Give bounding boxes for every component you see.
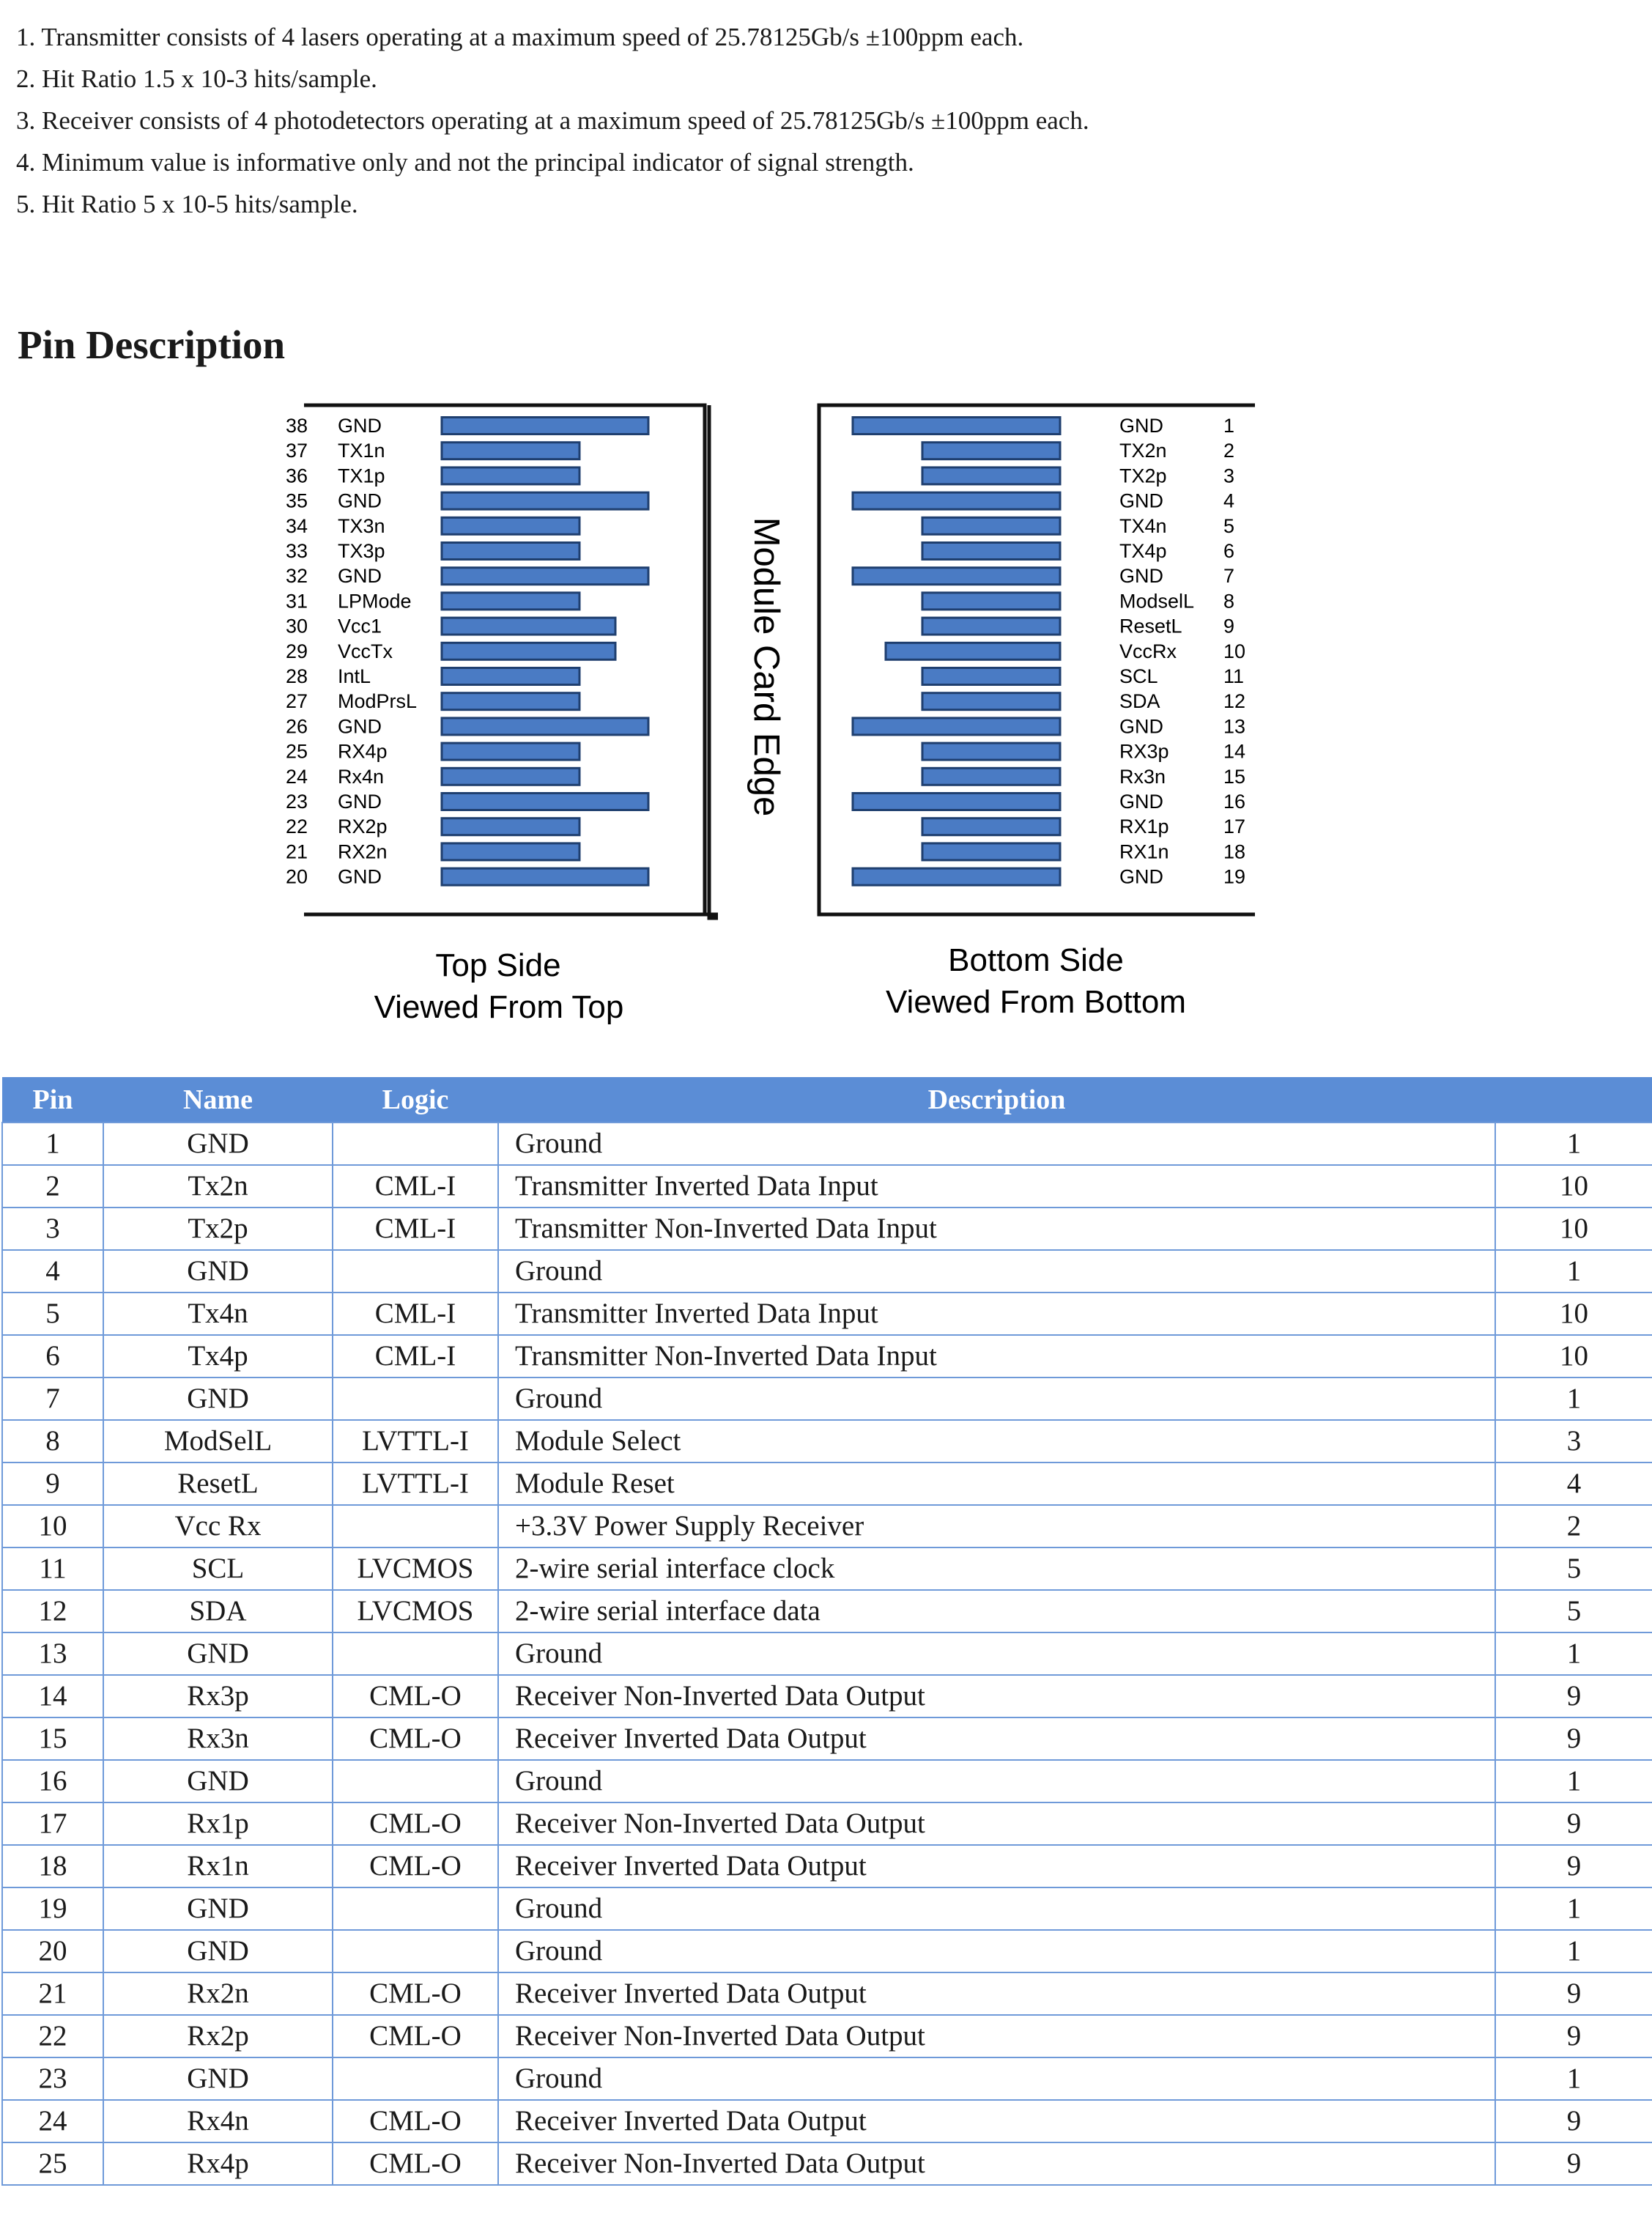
- contact-pad: [442, 843, 579, 860]
- note-cell: 10: [1495, 1208, 1652, 1250]
- pin-cell: 8: [2, 1420, 103, 1463]
- footnotes-list: [16, 16, 1089, 225]
- pin-number-label: 1: [1223, 415, 1235, 437]
- description-cell: Ground: [498, 1760, 1495, 1802]
- logic-cell: LVTTL-I: [333, 1420, 498, 1463]
- pin-cell: 16: [2, 1760, 103, 1802]
- name-cell: Tx2p: [103, 1208, 333, 1250]
- name-cell: GND: [103, 1378, 333, 1420]
- pin-cell: 5: [2, 1293, 103, 1335]
- logic-cell: CML-I: [333, 1335, 498, 1378]
- pin-number-label: 21: [285, 840, 308, 863]
- logic-cell: LVTTL-I: [333, 1463, 498, 1505]
- table-row: [2, 1165, 1652, 1208]
- pin-cell: 19: [2, 1887, 103, 1930]
- note-cell: 9: [1495, 1972, 1652, 2015]
- pin-number-label: 10: [1223, 640, 1246, 662]
- pin-number-label: 18: [1223, 840, 1246, 863]
- pin-number-label: 3: [1223, 465, 1235, 487]
- bottom-side-pins: [853, 415, 1245, 888]
- pin-number-label: 6: [1223, 540, 1235, 562]
- pin-number-label: 9: [1223, 615, 1235, 637]
- name-cell: SCL: [103, 1547, 333, 1590]
- column-header-logic: Logic: [333, 1078, 498, 1123]
- contact-pad: [442, 743, 579, 760]
- pin-signal-label: TX1n: [338, 440, 385, 462]
- pin-signal-label: RX1n: [1119, 840, 1169, 863]
- pin-signal-label: SDA: [1119, 690, 1160, 713]
- name-cell: Vcc Rx: [103, 1505, 333, 1547]
- logic-cell: CML-O: [333, 2142, 498, 2185]
- pin-signal-label: LPMode: [338, 590, 412, 613]
- note-cell: 9: [1495, 2142, 1652, 2185]
- table-header-row: [2, 1078, 1652, 1123]
- contact-pad: [886, 643, 1060, 659]
- pin-cell: 3: [2, 1208, 103, 1250]
- pin-number-label: 17: [1223, 816, 1246, 838]
- pin-signal-label: GND: [1119, 865, 1163, 888]
- pin-number-label: 37: [285, 440, 308, 462]
- note-cell: 9: [1495, 1845, 1652, 1887]
- description-cell: Receiver Inverted Data Output: [498, 1717, 1495, 1760]
- table-row: [2, 2100, 1652, 2142]
- pin-number-label: 35: [285, 489, 308, 512]
- logic-cell: [333, 1123, 498, 1165]
- pin-signal-label: TX4n: [1119, 514, 1167, 537]
- contact-pad: [922, 593, 1060, 610]
- pin-number-label: 29: [285, 640, 308, 662]
- description-cell: Ground: [498, 1123, 1495, 1165]
- description-cell: Module Select: [498, 1420, 1495, 1463]
- name-cell: Rx2n: [103, 1972, 333, 2015]
- table-row: [2, 1632, 1652, 1675]
- pin-number-label: 4: [1223, 489, 1235, 512]
- note-cell: 1: [1495, 1632, 1652, 1675]
- table-row: [2, 2015, 1652, 2057]
- pin-signal-label: TX2p: [1119, 465, 1167, 487]
- pin-number-label: 32: [285, 565, 308, 588]
- column-header-description: Description: [498, 1078, 1495, 1123]
- contact-pad: [922, 768, 1060, 785]
- pin-cell: 10: [2, 1505, 103, 1547]
- table-row: [2, 1250, 1652, 1293]
- pin-number-label: 2: [1223, 440, 1235, 462]
- note-cell: 1: [1495, 1887, 1652, 1930]
- name-cell: Rx3p: [103, 1675, 333, 1717]
- name-cell: Tx2n: [103, 1165, 333, 1208]
- contact-pad: [853, 868, 1060, 885]
- logic-cell: CML-I: [333, 1165, 498, 1208]
- note-cell: 1: [1495, 2057, 1652, 2100]
- pin-signal-label: SCL: [1119, 665, 1158, 687]
- pin-number-label: 5: [1223, 514, 1235, 537]
- footnote: 3. Receiver consists of 4 photodetectors operating at a maximum speed of 25.78125Gb/s ±100ppm each.: [16, 106, 1089, 135]
- description-cell: Ground: [498, 1250, 1495, 1293]
- contact-pad: [922, 818, 1060, 835]
- name-cell: GND: [103, 1887, 333, 1930]
- logic-cell: CML-O: [333, 2015, 498, 2057]
- pin-cell: 6: [2, 1335, 103, 1378]
- pin-number-label: 33: [285, 540, 308, 562]
- top-side-caption-sub: Viewed From Top: [374, 989, 624, 1025]
- name-cell: Rx4n: [103, 2100, 333, 2142]
- name-cell: Rx2p: [103, 2015, 333, 2057]
- description-cell: Ground: [498, 1887, 1495, 1930]
- pin-signal-label: Rx4n: [338, 765, 385, 788]
- table-row: [2, 1802, 1652, 1845]
- description-cell: Ground: [498, 1930, 1495, 1972]
- pin-cell: 13: [2, 1632, 103, 1675]
- pin-cell: 4: [2, 1250, 103, 1293]
- pin-signal-label: RX2n: [338, 840, 388, 863]
- pin-signal-label: GND: [338, 415, 382, 437]
- table-row: [2, 1930, 1652, 1972]
- pin-cell: 22: [2, 2015, 103, 2057]
- table-row: [2, 1590, 1652, 1632]
- pin-signal-label: RX3p: [1119, 740, 1169, 763]
- contact-pad: [442, 593, 579, 610]
- top-side-caption: Top Side: [435, 947, 561, 983]
- logic-cell: [333, 1632, 498, 1675]
- pin-signal-label: GND: [1119, 565, 1163, 588]
- note-cell: 9: [1495, 1717, 1652, 1760]
- contact-pad: [922, 843, 1060, 860]
- pin-number-label: 23: [285, 791, 308, 813]
- pin-number-label: 7: [1223, 565, 1235, 588]
- bottom-side-caption-sub: Viewed From Bottom: [885, 984, 1187, 1020]
- contact-pad: [442, 618, 615, 635]
- pin-signal-label: ModselL: [1119, 590, 1195, 613]
- logic-cell: CML-I: [333, 1293, 498, 1335]
- note-cell: 1: [1495, 1123, 1652, 1165]
- contact-pad: [853, 718, 1060, 735]
- pin-signal-label: VccRx: [1119, 640, 1177, 662]
- contact-pad: [442, 794, 648, 810]
- pin-number-label: 31: [285, 590, 308, 613]
- logic-cell: CML-O: [333, 1802, 498, 1845]
- pin-number-label: 16: [1223, 791, 1246, 813]
- table-row: [2, 1378, 1652, 1420]
- note-cell: 10: [1495, 1335, 1652, 1378]
- description-cell: Transmitter Non-Inverted Data Input: [498, 1335, 1495, 1378]
- note-cell: 1: [1495, 1760, 1652, 1802]
- table-row: [2, 1760, 1652, 1802]
- description-cell: Receiver Non-Inverted Data Output: [498, 1675, 1495, 1717]
- top-side-pins: [286, 415, 648, 888]
- description-cell: Ground: [498, 2057, 1495, 2100]
- name-cell: GND: [103, 1632, 333, 1675]
- table-row: [2, 1547, 1652, 1590]
- name-cell: SDA: [103, 1590, 333, 1632]
- name-cell: Rx1n: [103, 1845, 333, 1887]
- description-cell: +3.3V Power Supply Receiver: [498, 1505, 1495, 1547]
- pin-signal-label: GND: [1119, 489, 1163, 512]
- description-cell: Receiver Inverted Data Output: [498, 2100, 1495, 2142]
- logic-cell: [333, 1250, 498, 1293]
- name-cell: ModSelL: [103, 1420, 333, 1463]
- logic-cell: CML-O: [333, 1717, 498, 1760]
- module-card-edge-label: Module Card Edge: [747, 517, 786, 817]
- pin-signal-label: TX3n: [338, 514, 385, 537]
- pin-cell: 20: [2, 1930, 103, 1972]
- table-row: [2, 1845, 1652, 1887]
- note-cell: 2: [1495, 1505, 1652, 1547]
- note-cell: 3: [1495, 1420, 1652, 1463]
- pin-number-label: 8: [1223, 590, 1235, 613]
- logic-cell: CML-O: [333, 1675, 498, 1717]
- contact-pad: [922, 543, 1060, 560]
- pin-signal-label: TX3p: [338, 540, 385, 562]
- pin-signal-label: TX1p: [338, 465, 385, 487]
- pin-cell: 18: [2, 1845, 103, 1887]
- pin-signal-label: GND: [338, 865, 382, 888]
- pin-signal-label: Vcc1: [338, 615, 382, 637]
- pin-signal-label: RX4p: [338, 740, 388, 763]
- description-cell: Ground: [498, 1632, 1495, 1675]
- pin-signal-label: GND: [338, 489, 382, 512]
- pin-number-label: 24: [285, 765, 308, 788]
- name-cell: Rx4p: [103, 2142, 333, 2185]
- table-row: [2, 2142, 1652, 2185]
- description-cell: Module Reset: [498, 1463, 1495, 1505]
- contact-pad: [442, 443, 579, 459]
- name-cell: Rx3n: [103, 1717, 333, 1760]
- logic-cell: [333, 1505, 498, 1547]
- name-cell: ResetL: [103, 1463, 333, 1505]
- pin-number-label: 15: [1223, 765, 1246, 788]
- logic-cell: [333, 1930, 498, 1972]
- pin-cell: 21: [2, 1972, 103, 2015]
- footnote: 4. Minimum value is informative only and not the principal indicator of signal strength.: [16, 148, 914, 177]
- note-cell: 10: [1495, 1165, 1652, 1208]
- pin-number-label: 25: [285, 740, 308, 763]
- pin-cell: 15: [2, 1717, 103, 1760]
- description-cell: 2-wire serial interface clock: [498, 1547, 1495, 1590]
- pin-number-label: 19: [1223, 865, 1246, 888]
- contact-pad: [922, 443, 1060, 459]
- table-row: [2, 1335, 1652, 1378]
- contact-pad: [442, 543, 579, 560]
- logic-cell: [333, 1887, 498, 1930]
- footnote: 5. Hit Ratio 5 x 10-5 hits/sample.: [16, 190, 358, 218]
- description-cell: Transmitter Inverted Data Input: [498, 1165, 1495, 1208]
- pin-signal-label: RX1p: [1119, 816, 1169, 838]
- pin-number-label: 13: [1223, 715, 1246, 738]
- pin-number-label: 28: [285, 665, 308, 687]
- pin-number-label: 26: [285, 715, 308, 738]
- description-cell: Receiver Inverted Data Output: [498, 1845, 1495, 1887]
- logic-cell: CML-O: [333, 1845, 498, 1887]
- pin-cell: 24: [2, 2100, 103, 2142]
- name-cell: GND: [103, 1760, 333, 1802]
- contact-pad: [442, 568, 648, 585]
- table-row: [2, 1887, 1652, 1930]
- description-cell: Receiver Non-Inverted Data Output: [498, 2015, 1495, 2057]
- note-cell: 9: [1495, 1802, 1652, 1845]
- pin-number-label: 12: [1223, 690, 1246, 713]
- contact-pad: [442, 768, 579, 785]
- contact-pad: [922, 517, 1060, 534]
- table-row: [2, 1675, 1652, 1717]
- pin-cell: 17: [2, 1802, 103, 1845]
- table-row: [2, 1208, 1652, 1250]
- footnote: 1. Transmitter consists of 4 lasers operating at a maximum speed of 25.78125Gb/s ±100ppm each.: [16, 23, 1024, 51]
- logic-cell: [333, 1760, 498, 1802]
- pin-description-table: [1, 1077, 1652, 2186]
- table-row: [2, 1717, 1652, 1760]
- contact-pad: [922, 693, 1060, 710]
- pin-signal-label: GND: [338, 715, 382, 738]
- contact-pad: [442, 517, 579, 534]
- pin-signal-label: VccTx: [338, 640, 393, 662]
- footnote: 2. Hit Ratio 1.5 x 10-3 hits/sample.: [16, 64, 377, 93]
- note-cell: 1: [1495, 1378, 1652, 1420]
- contact-pad: [442, 818, 579, 835]
- contact-pad: [853, 568, 1060, 585]
- name-cell: Rx1p: [103, 1802, 333, 1845]
- pin-number-label: 20: [285, 865, 308, 888]
- pin-signal-label: GND: [338, 565, 382, 588]
- table-row: [2, 1463, 1652, 1505]
- logic-cell: [333, 1378, 498, 1420]
- pin-signal-label: GND: [1119, 791, 1163, 813]
- pin-number-label: 22: [285, 816, 308, 838]
- note-cell: 9: [1495, 1675, 1652, 1717]
- pin-signal-label: ModPrsL: [338, 690, 418, 713]
- section-title: Pin Description: [18, 322, 286, 367]
- name-cell: GND: [103, 1123, 333, 1165]
- pin-signal-label: IntL: [338, 665, 371, 687]
- bottom-side-caption: Bottom Side: [948, 942, 1124, 978]
- pin-cell: 12: [2, 1590, 103, 1632]
- description-cell: Receiver Non-Inverted Data Output: [498, 1802, 1495, 1845]
- contact-pad: [442, 643, 615, 659]
- pin-signal-label: Rx3n: [1119, 765, 1166, 788]
- pin-signal-label: RX2p: [338, 816, 388, 838]
- pin-signal-label: ResetL: [1119, 615, 1182, 637]
- pin-cell: 9: [2, 1463, 103, 1505]
- contact-pad: [922, 467, 1060, 484]
- note-cell: 9: [1495, 2015, 1652, 2057]
- description-cell: Transmitter Inverted Data Input: [498, 1293, 1495, 1335]
- description-cell: Receiver Non-Inverted Data Output: [498, 2142, 1495, 2185]
- contact-pad: [442, 868, 648, 885]
- note-cell: 1: [1495, 1250, 1652, 1293]
- contact-pad: [442, 693, 579, 710]
- column-header-note: [1495, 1078, 1652, 1123]
- logic-cell: LVCMOS: [333, 1547, 498, 1590]
- contact-pad: [442, 718, 648, 735]
- name-cell: GND: [103, 1250, 333, 1293]
- pin-cell: 1: [2, 1123, 103, 1165]
- pin-cell: 23: [2, 2057, 103, 2100]
- pin-signal-label: GND: [1119, 715, 1163, 738]
- pin-number-label: 14: [1223, 740, 1246, 763]
- contact-pad: [853, 794, 1060, 810]
- column-header-name: Name: [103, 1078, 333, 1123]
- table-row: [2, 1505, 1652, 1547]
- pin-layout-diagram: [0, 381, 1652, 1040]
- name-cell: GND: [103, 1930, 333, 1972]
- table-row: [2, 1123, 1652, 1165]
- contact-pad: [442, 467, 579, 484]
- table-row: [2, 1972, 1652, 2015]
- pin-cell: 7: [2, 1378, 103, 1420]
- note-cell: 4: [1495, 1463, 1652, 1505]
- logic-cell: CML-I: [333, 1208, 498, 1250]
- name-cell: Tx4p: [103, 1335, 333, 1378]
- note-cell: 5: [1495, 1590, 1652, 1632]
- pin-cell: 25: [2, 2142, 103, 2185]
- contact-pad: [922, 668, 1060, 685]
- description-cell: 2-wire serial interface data: [498, 1590, 1495, 1632]
- note-cell: 10: [1495, 1293, 1652, 1335]
- pin-cell: 11: [2, 1547, 103, 1590]
- description-cell: Ground: [498, 1378, 1495, 1420]
- note-cell: 5: [1495, 1547, 1652, 1590]
- contact-pad: [922, 618, 1060, 635]
- pin-number-label: 34: [285, 514, 308, 537]
- table-row: [2, 2057, 1652, 2100]
- logic-cell: LVCMOS: [333, 1590, 498, 1632]
- pin-cell: 2: [2, 1165, 103, 1208]
- contact-pad: [922, 743, 1060, 760]
- note-cell: 9: [1495, 2100, 1652, 2142]
- table-row: [2, 1293, 1652, 1335]
- name-cell: GND: [103, 2057, 333, 2100]
- contact-pad: [853, 418, 1060, 435]
- pin-signal-label: GND: [1119, 415, 1163, 437]
- pin-number-label: 38: [285, 415, 308, 437]
- pin-number-label: 36: [285, 465, 308, 487]
- contact-pad: [442, 418, 648, 435]
- contact-pad: [853, 492, 1060, 509]
- pin-signal-label: TX2n: [1119, 440, 1167, 462]
- logic-cell: [333, 2057, 498, 2100]
- logic-cell: CML-O: [333, 1972, 498, 2015]
- column-header-pin: Pin: [2, 1078, 103, 1123]
- table-row: [2, 1420, 1652, 1463]
- pin-number-label: 30: [285, 615, 308, 637]
- contact-pad: [442, 492, 648, 509]
- logic-cell: CML-O: [333, 2100, 498, 2142]
- pin-cell: 14: [2, 1675, 103, 1717]
- pin-signal-label: GND: [338, 791, 382, 813]
- name-cell: Tx4n: [103, 1293, 333, 1335]
- pin-number-label: 27: [285, 690, 308, 713]
- description-cell: Receiver Inverted Data Output: [498, 1972, 1495, 2015]
- description-cell: Transmitter Non-Inverted Data Input: [498, 1208, 1495, 1250]
- contact-pad: [442, 668, 579, 685]
- pin-number-label: 11: [1223, 665, 1245, 687]
- note-cell: 1: [1495, 1930, 1652, 1972]
- pin-signal-label: TX4p: [1119, 540, 1167, 562]
